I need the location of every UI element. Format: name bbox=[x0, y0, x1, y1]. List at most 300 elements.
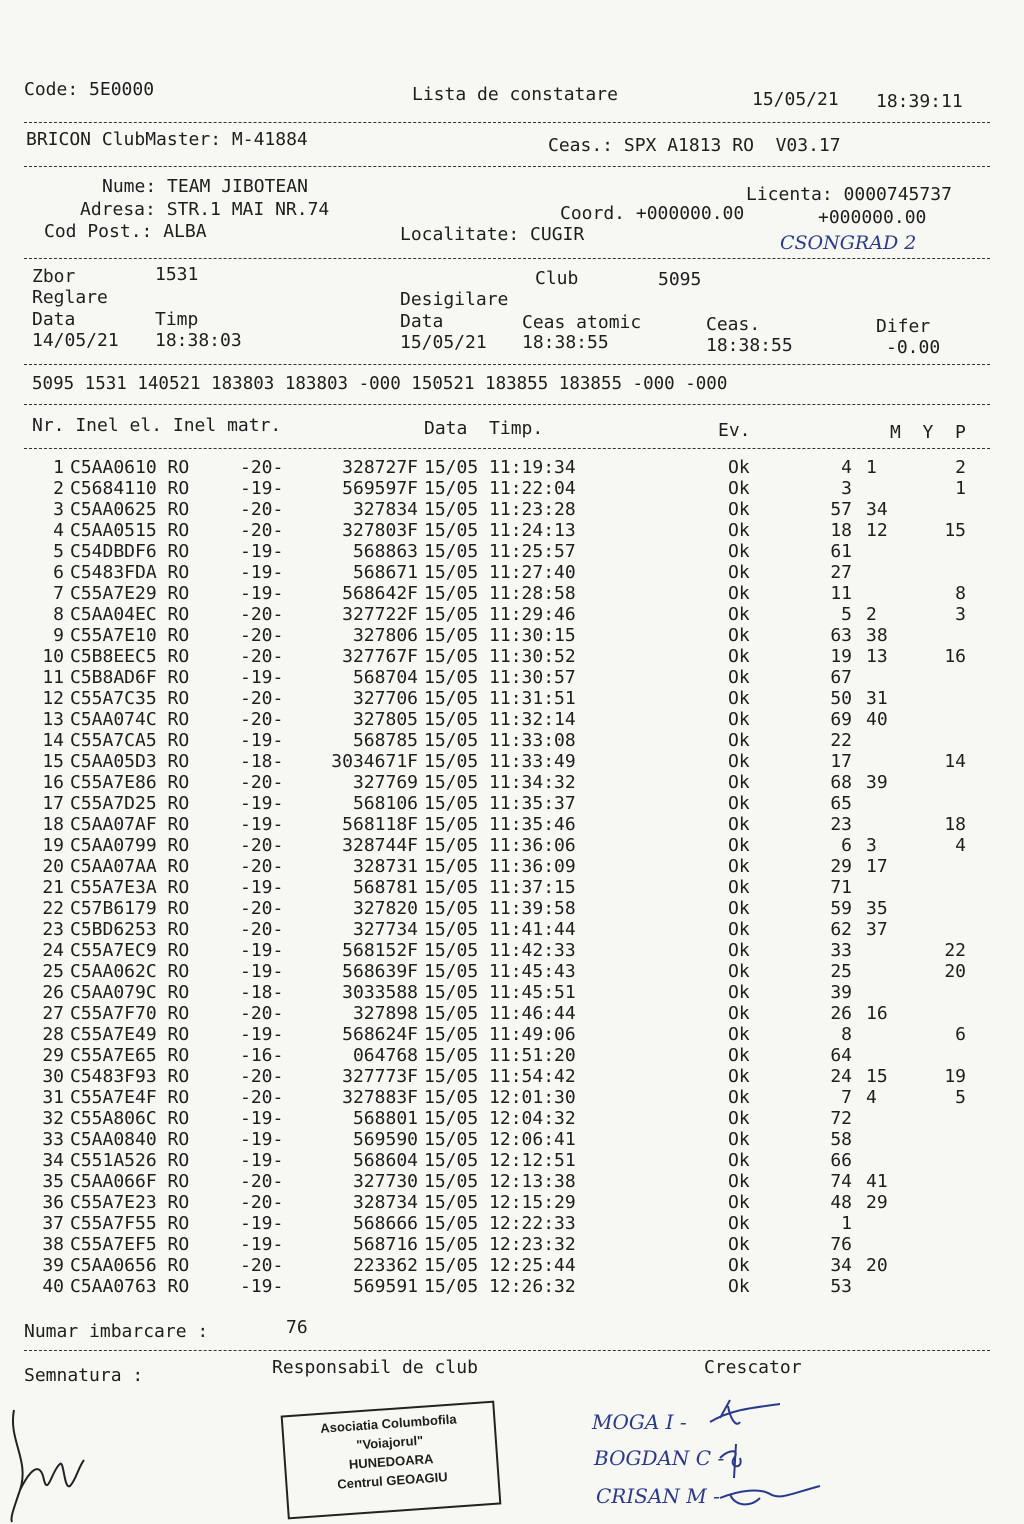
row-number: 29 bbox=[42, 1045, 64, 1066]
row-number: 30 bbox=[42, 1066, 64, 1087]
row-number: 17 bbox=[42, 793, 64, 814]
ring-electronic: C5AA07AF RO bbox=[70, 814, 190, 835]
ring-matricol: 327898 bbox=[352, 1003, 418, 1024]
arrival-date-time: 15/05 11:19:34 bbox=[424, 457, 576, 478]
arrival-date-time: 15/05 11:24:13 bbox=[424, 520, 576, 541]
handwritten-name-2: BOGDAN C - bbox=[594, 1446, 725, 1470]
owner-address: Adresa: STR.1 MAI NR.74 bbox=[80, 199, 330, 220]
ring-year: -19- bbox=[240, 667, 284, 688]
column-header-date-time: Data Timp. bbox=[424, 418, 544, 439]
event-status: Ok bbox=[728, 499, 750, 520]
ring-electronic: C55A7E65 RO bbox=[70, 1045, 190, 1066]
table-row bbox=[0, 647, 1024, 668]
ring-year: -19- bbox=[240, 478, 284, 499]
ring-matricol: 568604 bbox=[352, 1150, 418, 1171]
ring-matricol: 223362 bbox=[352, 1255, 418, 1276]
separator bbox=[24, 1350, 990, 1351]
rank-m: 19 bbox=[830, 646, 852, 667]
ring-matricol: 327730 bbox=[352, 1171, 418, 1192]
rank-m: 7 bbox=[841, 1087, 852, 1108]
difer-label: Difer bbox=[876, 316, 931, 337]
row-number: 19 bbox=[42, 835, 64, 856]
rank-y: 35 bbox=[866, 898, 888, 919]
table-row bbox=[0, 710, 1024, 731]
row-number: 39 bbox=[42, 1255, 64, 1276]
table-row bbox=[0, 878, 1024, 899]
arrival-date-time: 15/05 11:32:14 bbox=[424, 709, 576, 730]
rank-m: 3 bbox=[841, 478, 852, 499]
rank-y: 37 bbox=[866, 919, 888, 940]
stamp-line: Centrul GEOAGIU bbox=[336, 1469, 449, 1492]
rank-m: 62 bbox=[830, 919, 852, 940]
signature-left bbox=[0, 1400, 90, 1524]
ring-electronic: C5BD6253 RO bbox=[70, 919, 190, 940]
separator bbox=[24, 122, 990, 123]
row-number: 27 bbox=[42, 1003, 64, 1024]
separator bbox=[24, 404, 990, 405]
rank-p: 18 bbox=[944, 814, 966, 835]
row-number: 10 bbox=[42, 646, 64, 667]
owner-name: Nume: TEAM JIBOTEAN bbox=[102, 176, 308, 197]
arrival-date-time: 15/05 11:51:20 bbox=[424, 1045, 576, 1066]
handwritten-name-3: CRISAN M - bbox=[596, 1484, 720, 1508]
ring-year: -19- bbox=[240, 814, 284, 835]
ring-year: -20- bbox=[240, 1255, 284, 1276]
ring-electronic: C5483FDA RO bbox=[70, 562, 190, 583]
arrival-date-time: 15/05 11:27:40 bbox=[424, 562, 576, 583]
event-status: Ok bbox=[728, 1213, 750, 1234]
ring-matricol: 327767F bbox=[342, 646, 418, 667]
arrival-date-time: 15/05 12:26:32 bbox=[424, 1276, 576, 1297]
ring-matricol: 568785 bbox=[352, 730, 418, 751]
owner-coord-value: +000000.00 bbox=[818, 207, 927, 228]
event-status: Ok bbox=[728, 1003, 750, 1024]
ring-year: -20- bbox=[240, 499, 284, 520]
ring-electronic: C5AA04EC RO bbox=[70, 604, 190, 625]
ceas-atomic-label: Ceas atomic bbox=[522, 312, 642, 333]
arrival-date-time: 15/05 12:13:38 bbox=[424, 1171, 576, 1192]
ring-matricol: 568671 bbox=[352, 562, 418, 583]
ring-matricol: 568106 bbox=[352, 793, 418, 814]
event-status: Ok bbox=[728, 457, 750, 478]
rank-y: 4 bbox=[866, 1087, 877, 1108]
ring-electronic: C5684110 RO bbox=[70, 478, 190, 499]
event-status: Ok bbox=[728, 982, 750, 1003]
ring-year: -19- bbox=[240, 877, 284, 898]
ring-electronic: C5AA0515 RO bbox=[70, 520, 190, 541]
ring-matricol: 328734 bbox=[352, 1192, 418, 1213]
row-number: 9 bbox=[53, 625, 64, 646]
ring-year: -18- bbox=[240, 751, 284, 772]
ring-matricol: 327769 bbox=[352, 772, 418, 793]
rank-y: 1 bbox=[866, 457, 877, 478]
ring-electronic: C5AA0799 RO bbox=[70, 835, 190, 856]
rank-m: 72 bbox=[830, 1108, 852, 1129]
arrival-date-time: 15/05 11:37:15 bbox=[424, 877, 576, 898]
table-row bbox=[0, 668, 1024, 689]
arrival-date-time: 15/05 11:42:33 bbox=[424, 940, 576, 961]
rank-p: 6 bbox=[955, 1024, 966, 1045]
arrival-date-time: 15/05 12:01:30 bbox=[424, 1087, 576, 1108]
rank-p: 15 bbox=[944, 520, 966, 541]
table-row bbox=[0, 794, 1024, 815]
ring-electronic: C55A7F55 RO bbox=[70, 1213, 190, 1234]
document-title: Lista de constatare bbox=[412, 84, 618, 105]
ring-electronic: C55A7CA5 RO bbox=[70, 730, 190, 751]
ring-year: -19- bbox=[240, 940, 284, 961]
ring-electronic: C5AA074C RO bbox=[70, 709, 190, 730]
table-row bbox=[0, 1214, 1024, 1235]
table-row bbox=[0, 542, 1024, 563]
row-number: 3 bbox=[53, 499, 64, 520]
ring-electronic: C55A7E29 RO bbox=[70, 583, 190, 604]
ring-electronic: C5B8AD6F RO bbox=[70, 667, 190, 688]
rank-m: 65 bbox=[830, 793, 852, 814]
event-status: Ok bbox=[728, 562, 750, 583]
event-status: Ok bbox=[728, 814, 750, 835]
handwritten-name-1: MOGA I - bbox=[592, 1410, 687, 1434]
row-number: 6 bbox=[53, 562, 64, 583]
table-row bbox=[0, 605, 1024, 626]
table-row bbox=[0, 1025, 1024, 1046]
event-status: Ok bbox=[728, 772, 750, 793]
rank-y: 13 bbox=[866, 646, 888, 667]
arrival-date-time: 15/05 11:46:44 bbox=[424, 1003, 576, 1024]
reglare-date: 14/05/21 bbox=[32, 330, 119, 351]
ring-electronic: C5AA07AA RO bbox=[70, 856, 190, 877]
table-row bbox=[0, 815, 1024, 836]
row-number: 40 bbox=[42, 1276, 64, 1297]
ring-year: -16- bbox=[240, 1045, 284, 1066]
flight-zbor-label: Zbor bbox=[32, 266, 76, 287]
event-status: Ok bbox=[728, 877, 750, 898]
rank-m: 58 bbox=[830, 1129, 852, 1150]
ring-year: -20- bbox=[240, 898, 284, 919]
ring-year: -20- bbox=[240, 520, 284, 541]
table-row bbox=[0, 689, 1024, 710]
ring-matricol: 568801 bbox=[352, 1108, 418, 1129]
row-number: 31 bbox=[42, 1087, 64, 1108]
ring-matricol: 568716 bbox=[352, 1234, 418, 1255]
rank-p: 14 bbox=[944, 751, 966, 772]
rank-m: 50 bbox=[830, 688, 852, 709]
column-header-rings: Nr. Inel el. Inel matr. bbox=[32, 415, 282, 436]
ring-electronic: C5AA0763 RO bbox=[70, 1276, 190, 1297]
flight-club: 5095 bbox=[658, 269, 702, 290]
ring-electronic: C5AA0840 RO bbox=[70, 1129, 190, 1150]
ring-matricol: 568152F bbox=[342, 940, 418, 961]
ring-matricol: 327706 bbox=[352, 688, 418, 709]
results-table bbox=[0, 458, 1024, 1298]
ring-year: -19- bbox=[240, 1024, 284, 1045]
row-number: 18 bbox=[42, 814, 64, 835]
row-number: 11 bbox=[42, 667, 64, 688]
ring-year: -20- bbox=[240, 688, 284, 709]
rank-p: 22 bbox=[944, 940, 966, 961]
ring-electronic: C55A7E86 RO bbox=[70, 772, 190, 793]
arrival-date-time: 15/05 12:15:29 bbox=[424, 1192, 576, 1213]
arrival-date-time: 15/05 12:25:44 bbox=[424, 1255, 576, 1276]
rank-p: 20 bbox=[944, 961, 966, 982]
ring-matricol: 327820 bbox=[352, 898, 418, 919]
rank-p: 16 bbox=[944, 646, 966, 667]
ring-year: -20- bbox=[240, 772, 284, 793]
ring-year: -20- bbox=[240, 709, 284, 730]
ring-electronic: C5AA066F RO bbox=[70, 1171, 190, 1192]
ring-electronic: C5AA0656 RO bbox=[70, 1255, 190, 1276]
rank-y: 34 bbox=[866, 499, 888, 520]
ring-year: -19- bbox=[240, 793, 284, 814]
arrival-date-time: 15/05 11:28:58 bbox=[424, 583, 576, 604]
rank-p: 4 bbox=[955, 835, 966, 856]
arrival-date-time: 15/05 12:12:51 bbox=[424, 1150, 576, 1171]
ring-year: -20- bbox=[240, 625, 284, 646]
arrival-date-time: 15/05 11:35:46 bbox=[424, 814, 576, 835]
row-number: 23 bbox=[42, 919, 64, 940]
row-number: 12 bbox=[42, 688, 64, 709]
table-row bbox=[0, 1109, 1024, 1130]
rank-m: 8 bbox=[841, 1024, 852, 1045]
ring-year: -19- bbox=[240, 961, 284, 982]
row-number: 21 bbox=[42, 877, 64, 898]
ring-electronic: C5AA0625 RO bbox=[70, 499, 190, 520]
stamp-line: Asociatia Columbofila bbox=[319, 1411, 458, 1436]
rank-m: 34 bbox=[830, 1255, 852, 1276]
event-status: Ok bbox=[728, 1045, 750, 1066]
event-status: Ok bbox=[728, 898, 750, 919]
rank-y: 38 bbox=[866, 625, 888, 646]
ring-matricol: 569590 bbox=[352, 1129, 418, 1150]
column-header-ev: Ev. bbox=[718, 420, 751, 441]
separator bbox=[24, 258, 990, 259]
table-row bbox=[0, 731, 1024, 752]
table-row bbox=[0, 563, 1024, 584]
arrival-date-time: 15/05 11:25:57 bbox=[424, 541, 576, 562]
desig-data-label: Data bbox=[400, 311, 444, 332]
ring-electronic: C55A7E49 RO bbox=[70, 1024, 190, 1045]
event-status: Ok bbox=[728, 688, 750, 709]
ring-year: -20- bbox=[240, 835, 284, 856]
ring-electronic: C55A7E10 RO bbox=[70, 625, 190, 646]
row-number: 38 bbox=[42, 1234, 64, 1255]
rank-m: 53 bbox=[830, 1276, 852, 1297]
ring-year: -19- bbox=[240, 541, 284, 562]
arrival-date-time: 15/05 12:23:32 bbox=[424, 1234, 576, 1255]
event-status: Ok bbox=[728, 730, 750, 751]
table-row bbox=[0, 1088, 1024, 1109]
rank-m: 39 bbox=[830, 982, 852, 1003]
rank-m: 33 bbox=[830, 940, 852, 961]
separator bbox=[24, 448, 990, 449]
ring-electronic: C551A526 RO bbox=[70, 1150, 190, 1171]
arrival-date-time: 15/05 11:23:28 bbox=[424, 499, 576, 520]
event-status: Ok bbox=[728, 604, 750, 625]
ring-matricol: 327883F bbox=[342, 1087, 418, 1108]
ceas-info: Ceas.: SPX A1813 RO V03.17 bbox=[548, 135, 841, 156]
table-row bbox=[0, 1256, 1024, 1277]
event-status: Ok bbox=[728, 793, 750, 814]
ring-matricol: 568704 bbox=[352, 667, 418, 688]
ring-electronic: C57B6179 RO bbox=[70, 898, 190, 919]
rank-y: 12 bbox=[866, 520, 888, 541]
event-status: Ok bbox=[728, 541, 750, 562]
handwritten-note: CSONGRAD 2 bbox=[780, 232, 917, 254]
rank-m: 22 bbox=[830, 730, 852, 751]
ring-electronic: C5483F93 RO bbox=[70, 1066, 190, 1087]
reglare-label: Reglare bbox=[32, 287, 108, 308]
difer-value: -0.00 bbox=[886, 337, 941, 358]
table-row bbox=[0, 983, 1024, 1004]
rank-y: 40 bbox=[866, 709, 888, 730]
event-status: Ok bbox=[728, 667, 750, 688]
ring-matricol: 568639F bbox=[342, 961, 418, 982]
ring-matricol: 327834 bbox=[352, 499, 418, 520]
ring-year: -19- bbox=[240, 1276, 284, 1297]
owner-locality: Localitate: CUGIR bbox=[400, 224, 585, 245]
arrival-date-time: 15/05 11:33:49 bbox=[424, 751, 576, 772]
handwritten-signatures bbox=[700, 1398, 840, 1524]
table-row bbox=[0, 857, 1024, 878]
ring-electronic: C55A806C RO bbox=[70, 1108, 190, 1129]
arrival-date-time: 15/05 11:35:37 bbox=[424, 793, 576, 814]
signature-label: Semnatura : bbox=[24, 1365, 144, 1386]
rank-m: 48 bbox=[830, 1192, 852, 1213]
ring-electronic: C54DBDF6 RO bbox=[70, 541, 190, 562]
ring-electronic: C55A7F70 RO bbox=[70, 1003, 190, 1024]
row-number: 25 bbox=[42, 961, 64, 982]
row-number: 2 bbox=[53, 478, 64, 499]
arrival-date-time: 15/05 11:41:44 bbox=[424, 919, 576, 940]
rank-p: 2 bbox=[955, 457, 966, 478]
ring-electronic: C55A7EF5 RO bbox=[70, 1234, 190, 1255]
event-status: Ok bbox=[728, 1234, 750, 1255]
arrival-date-time: 15/05 12:22:33 bbox=[424, 1213, 576, 1234]
row-number: 28 bbox=[42, 1024, 64, 1045]
event-status: Ok bbox=[728, 1255, 750, 1276]
row-number: 20 bbox=[42, 856, 64, 877]
code-line: 5095 1531 140521 183803 183803 -000 150521 183855 183855 -000 -000 bbox=[32, 374, 728, 394]
event-status: Ok bbox=[728, 919, 750, 940]
rank-m: 69 bbox=[830, 709, 852, 730]
row-number: 33 bbox=[42, 1129, 64, 1150]
club-master: BRICON ClubMaster: M-41884 bbox=[26, 129, 308, 150]
row-number: 16 bbox=[42, 772, 64, 793]
rank-m: 6 bbox=[841, 835, 852, 856]
row-number: 5 bbox=[53, 541, 64, 562]
ring-year: -19- bbox=[240, 1234, 284, 1255]
table-row bbox=[0, 899, 1024, 920]
rank-m: 18 bbox=[830, 520, 852, 541]
ring-matricol: 568118F bbox=[342, 814, 418, 835]
row-number: 32 bbox=[42, 1108, 64, 1129]
ring-year: -20- bbox=[240, 457, 284, 478]
arrival-date-time: 15/05 11:22:04 bbox=[424, 478, 576, 499]
rank-y: 20 bbox=[866, 1255, 888, 1276]
flight-club-label: Club bbox=[535, 268, 579, 289]
ring-matricol: 327722F bbox=[342, 604, 418, 625]
rank-y: 29 bbox=[866, 1192, 888, 1213]
ring-electronic: C55A7EC9 RO bbox=[70, 940, 190, 961]
rank-y: 16 bbox=[866, 1003, 888, 1024]
ring-year: -20- bbox=[240, 646, 284, 667]
rank-m: 74 bbox=[830, 1171, 852, 1192]
table-row bbox=[0, 1067, 1024, 1088]
event-status: Ok bbox=[728, 940, 750, 961]
reglare-data-label: Data bbox=[32, 309, 76, 330]
row-number: 8 bbox=[53, 604, 64, 625]
club-responsible-label: Responsabil de club bbox=[272, 1357, 478, 1378]
rank-m: 66 bbox=[830, 1150, 852, 1171]
rank-m: 23 bbox=[830, 814, 852, 835]
owner-postal-code: Cod Post.: ALBA bbox=[44, 221, 207, 242]
header-date: 15/05/21 bbox=[752, 89, 839, 110]
column-header-myp: M Y P bbox=[890, 422, 966, 443]
arrival-date-time: 15/05 11:30:15 bbox=[424, 625, 576, 646]
row-number: 37 bbox=[42, 1213, 64, 1234]
table-row bbox=[0, 521, 1024, 542]
ring-year: -18- bbox=[240, 982, 284, 1003]
rank-m: 64 bbox=[830, 1045, 852, 1066]
ring-year: -20- bbox=[240, 1066, 284, 1087]
ring-electronic: C55A7D25 RO bbox=[70, 793, 190, 814]
row-number: 22 bbox=[42, 898, 64, 919]
ring-matricol: 569591 bbox=[352, 1276, 418, 1297]
ring-matricol: 328731 bbox=[352, 856, 418, 877]
table-row bbox=[0, 920, 1024, 941]
ring-year: -20- bbox=[240, 1192, 284, 1213]
numar-imbarcare-label: Numar imbarcare : bbox=[24, 1321, 209, 1342]
ring-year: -19- bbox=[240, 1108, 284, 1129]
ring-electronic: C55A7E4F RO bbox=[70, 1087, 190, 1108]
rank-p: 8 bbox=[955, 583, 966, 604]
table-row bbox=[0, 773, 1024, 794]
event-status: Ok bbox=[728, 1171, 750, 1192]
row-number: 36 bbox=[42, 1192, 64, 1213]
rank-y: 2 bbox=[866, 604, 877, 625]
table-row bbox=[0, 836, 1024, 857]
event-status: Ok bbox=[728, 1192, 750, 1213]
ring-matricol: 327734 bbox=[352, 919, 418, 940]
ring-electronic: C5AA079C RO bbox=[70, 982, 190, 1003]
separator bbox=[24, 166, 990, 167]
rank-y: 17 bbox=[866, 856, 888, 877]
rank-m: 26 bbox=[830, 1003, 852, 1024]
ring-matricol: 328727F bbox=[342, 457, 418, 478]
owner-coord: Coord. +000000.00 bbox=[560, 203, 745, 224]
header-time: 18:39:11 bbox=[876, 91, 963, 112]
ring-matricol: 327806 bbox=[352, 625, 418, 646]
stamp-line: "Voiajorul" bbox=[355, 1432, 424, 1453]
table-row bbox=[0, 1235, 1024, 1256]
table-row bbox=[0, 962, 1024, 983]
ring-matricol: 327805 bbox=[352, 709, 418, 730]
ceas-value: 18:38:55 bbox=[706, 335, 793, 356]
rank-y: 39 bbox=[866, 772, 888, 793]
arrival-date-time: 15/05 11:49:06 bbox=[424, 1024, 576, 1045]
ring-year: -20- bbox=[240, 856, 284, 877]
table-row bbox=[0, 1277, 1024, 1298]
ring-matricol: 064768 bbox=[352, 1045, 418, 1066]
table-row bbox=[0, 752, 1024, 773]
ring-year: -19- bbox=[240, 1129, 284, 1150]
event-status: Ok bbox=[728, 583, 750, 604]
table-row bbox=[0, 626, 1024, 647]
row-number: 4 bbox=[53, 520, 64, 541]
ring-year: -20- bbox=[240, 1171, 284, 1192]
ring-matricol: 327773F bbox=[342, 1066, 418, 1087]
arrival-date-time: 15/05 11:29:46 bbox=[424, 604, 576, 625]
table-row bbox=[0, 1130, 1024, 1151]
